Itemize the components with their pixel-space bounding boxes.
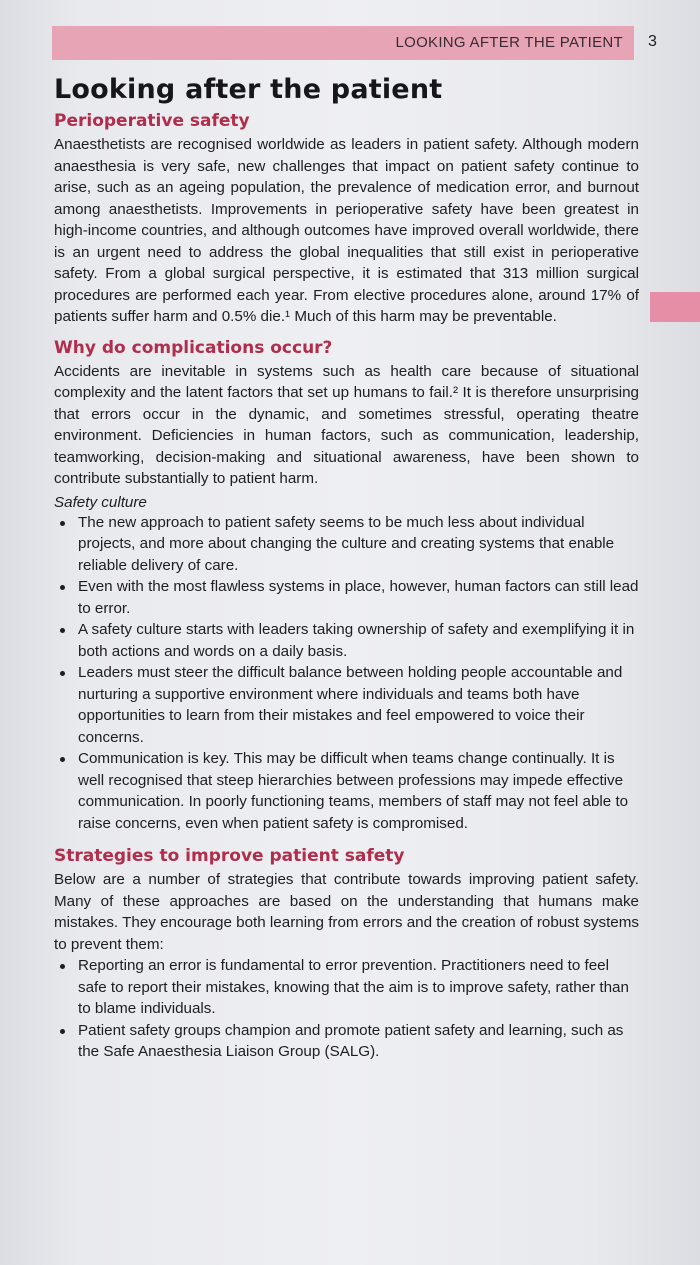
why-complications-paragraph: Accidents are inevitable in systems such as health care because of situational complexity and the latent factors that set up humans to fail.² It is therefore unsurprising that errors occur in the dynamic, and sometimes stressful, operating theatre environment. Deficiencies in human factors, such as communication, leadership, teamworking, decision-making and situational awareness, have been shown to contribute substantially to patient harm. [54,362,639,487]
list-item [54,955,639,1020]
bullet-icon [60,628,65,633]
safety-culture-list [54,512,639,835]
list-item [54,748,639,834]
list-item [54,662,639,748]
page-number: 3 [648,33,657,50]
chapter-title: Looking after the patient [54,74,443,105]
section-heading-strategies: Strategies to improve patient safety [54,846,405,866]
running-head: LOOKING AFTER THE PATIENT [395,34,623,51]
list-item [54,1020,639,1063]
list-item-text: A safety culture starts with leaders taking ownership of safety and exemplifying it in both actions and words on a daily basis. [78,621,635,660]
list-item-text: The new approach to patient safety seems to be much less about individual projects, and more about changing the culture and creating systems that enable reliable delivery of care. [78,513,615,574]
thumb-index-tab [650,292,700,322]
list-item-text: Communication is key. This may be difficult when teams change continually. It is well recognised that steep hierarchies between professions may impede effective communication. In poorly functioning teams, members of staff may not feel able to raise concerns, even when patient safety is compromised. [78,750,629,832]
bullet-icon [60,585,65,590]
list-item-text: Reporting an error is fundamental to error prevention. Practitioners need to feel safe to report their mistakes, knowing that the aim is to improve safety, rather than to blame individuals. [78,957,629,1017]
perioperative-safety-paragraph: Anaesthetists are recognised worldwide as leaders in patient safety. Although modern anaesthesia is very safe, new challenges that impact on patient safety continue to arise, such as an ageing population, the prevalence of medication error, and burnout among anaesthetists. Improvements in perioperative safety have been greatest in high-income countries, and although outcomes have improved overall worldwide, there is an urgent need to address the global inequalities that still exist in perioperative safety. From a global surgical perspective, it is estimated that 313 million surgical procedures are performed each year. From elective procedures alone, around 17% of patients suffer harm and 0.5% die.¹ Much of this harm may be preventable. [54,136,639,325]
list-item [54,512,639,577]
bullet-icon [60,1029,65,1034]
list-item-text: Patient safety groups champion and promote patient safety and learning, such as the Safe Anaesthesia Liaison Group (SALG). [78,1021,624,1060]
section-heading-why-complications: Why do complications occur? [54,337,333,358]
list-item [54,576,639,619]
bullet-icon [60,757,65,762]
bullet-icon [60,521,65,526]
list-item-text: Even with the most flawless systems in place, however, human factors can still lead to error. [78,578,639,617]
list-item-text: Leaders must steer the difficult balance between holding people accountable and nurturing a supportive environment where individuals and teams both have opportunities to learn from their mistakes and feel empowered to voice their concerns. [78,664,623,746]
strategies-paragraph: Below are a number of strategies that contribute towards improving patient safety. Many of these approaches are based on the understanding that humans make mistakes. They encourage both learning from errors and the creation of robust systems to prevent them: [54,871,639,953]
bullet-icon [60,964,65,969]
bullet-icon [60,671,65,676]
strategies-list [54,955,639,1063]
subheading-safety-culture: Safety culture [54,493,147,511]
list-item [54,619,639,662]
section-heading-perioperative-safety: Perioperative safety [54,111,250,131]
page-content [54,74,639,1063]
